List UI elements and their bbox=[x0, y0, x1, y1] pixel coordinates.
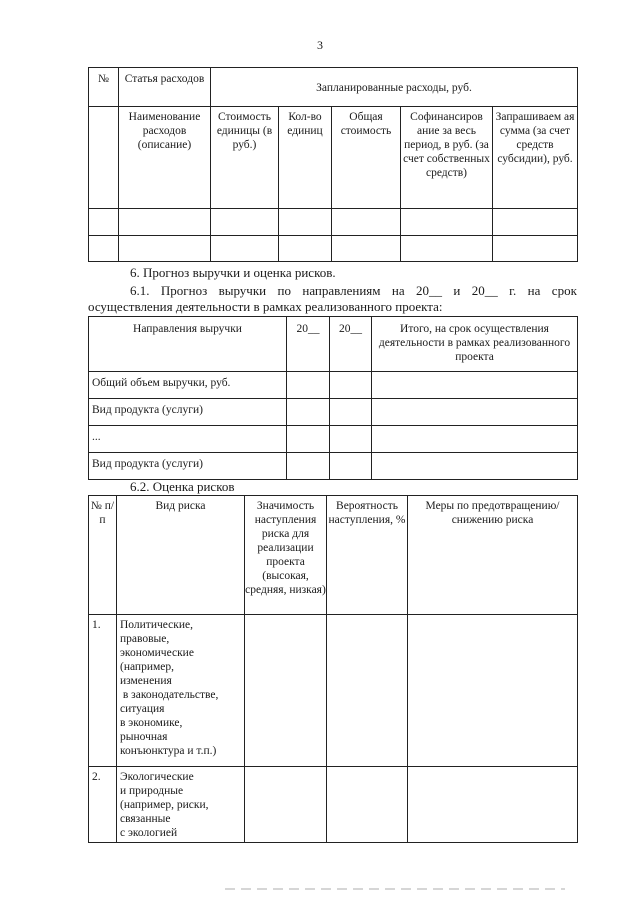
table-row bbox=[89, 615, 578, 767]
col-measures-header: Меры по предотвращению/снижению риска bbox=[408, 496, 578, 615]
row-number: 1. bbox=[89, 615, 117, 767]
revenue-table bbox=[88, 316, 578, 480]
cell[interactable] bbox=[330, 399, 372, 426]
cell[interactable] bbox=[401, 236, 493, 262]
cell[interactable] bbox=[327, 767, 408, 843]
cell[interactable] bbox=[119, 236, 211, 262]
cell[interactable] bbox=[372, 372, 578, 399]
subheader-total-cost: Общая стоимость bbox=[332, 107, 401, 209]
table-row bbox=[89, 236, 578, 262]
section-6-heading: 6. Прогноз выручки и оценка рисков. bbox=[130, 265, 336, 280]
col-planned-header: Запланированные расходы, руб. bbox=[211, 68, 578, 107]
table-row bbox=[89, 453, 578, 480]
subheader-quantity: Кол-во единиц bbox=[279, 107, 332, 209]
cell[interactable] bbox=[401, 209, 493, 236]
col-article-header: Статья расходов bbox=[119, 68, 211, 107]
col-significance-header: Значимость наступления риска для реализации проекта (высокая, средняя, низкая) bbox=[245, 496, 327, 615]
table-row bbox=[89, 209, 578, 236]
row-label: ... bbox=[89, 426, 287, 453]
cell[interactable] bbox=[211, 236, 279, 262]
subheader-requested: Запрашиваем ая сумма (за счет средств субсидии), руб. bbox=[493, 107, 578, 209]
cell[interactable] bbox=[408, 767, 578, 843]
cell[interactable] bbox=[287, 399, 330, 426]
table-row bbox=[89, 372, 578, 399]
col-number-header: № п/п bbox=[89, 496, 117, 615]
cell[interactable] bbox=[245, 615, 327, 767]
table-row bbox=[89, 399, 578, 426]
cell[interactable] bbox=[372, 426, 578, 453]
cell[interactable] bbox=[89, 209, 119, 236]
section-6-1-line1: 6.1. Прогноз выручки по направлениям на 20__ и 20__ г. на срок bbox=[130, 283, 577, 298]
cell[interactable] bbox=[119, 209, 211, 236]
col-year1-header: 20__ bbox=[287, 317, 330, 372]
row-label: Общий объем выручки, руб. bbox=[89, 372, 287, 399]
risk-description: Экологические и природные (например, риски, связанные с экологией bbox=[117, 767, 245, 843]
row-label: Вид продукта (услуги) bbox=[89, 399, 287, 426]
col-number-header: № bbox=[89, 68, 119, 107]
col-risk-header: Вид риска bbox=[117, 496, 245, 615]
cell[interactable] bbox=[327, 615, 408, 767]
cell[interactable] bbox=[287, 453, 330, 480]
risk-description: Политические, правовые, экономические (например, изменения в законодательстве, ситуация в экономике, рыночная конъюнктура и т.п.) bbox=[117, 615, 245, 767]
subheader-name: Наименование расходов (описание) bbox=[119, 107, 211, 209]
subheader-unit-cost: Стоимость единицы (в руб.) bbox=[211, 107, 279, 209]
cell[interactable] bbox=[332, 209, 401, 236]
cell[interactable] bbox=[330, 372, 372, 399]
cell[interactable] bbox=[330, 426, 372, 453]
cell bbox=[89, 107, 119, 209]
cell[interactable] bbox=[287, 426, 330, 453]
section-6-2-heading: 6.2. Оценка рисков bbox=[130, 479, 235, 494]
scan-artifact bbox=[225, 888, 565, 890]
table-row bbox=[89, 767, 578, 843]
table-row bbox=[89, 426, 578, 453]
col-total-header: Итого, на срок осуществления деятельности в рамках реализованного проекта bbox=[372, 317, 578, 372]
page-number: 3 bbox=[317, 38, 323, 52]
section-6-1-line2: осуществления деятельности в рамках реализованного проекта: bbox=[88, 299, 443, 314]
col-probability-header: Вероятность наступления, % bbox=[327, 496, 408, 615]
col-year2-header: 20__ bbox=[330, 317, 372, 372]
cell[interactable] bbox=[89, 236, 119, 262]
cell[interactable] bbox=[245, 767, 327, 843]
col-direction-header: Направления выручки bbox=[89, 317, 287, 372]
cell[interactable] bbox=[287, 372, 330, 399]
cell[interactable] bbox=[372, 399, 578, 426]
risk-table bbox=[88, 495, 578, 843]
cell[interactable] bbox=[408, 615, 578, 767]
cell[interactable] bbox=[493, 236, 578, 262]
row-number: 2. bbox=[89, 767, 117, 843]
cell[interactable] bbox=[279, 209, 332, 236]
cell[interactable] bbox=[372, 453, 578, 480]
expenses-table bbox=[88, 67, 578, 262]
cell[interactable] bbox=[332, 236, 401, 262]
cell[interactable] bbox=[330, 453, 372, 480]
cell[interactable] bbox=[211, 209, 279, 236]
cell[interactable] bbox=[279, 236, 332, 262]
subheader-cofinancing: Софинансиров ание за весь период, в руб. (за счет собственных средств) bbox=[401, 107, 493, 209]
row-label: Вид продукта (услуги) bbox=[89, 453, 287, 480]
cell[interactable] bbox=[493, 209, 578, 236]
